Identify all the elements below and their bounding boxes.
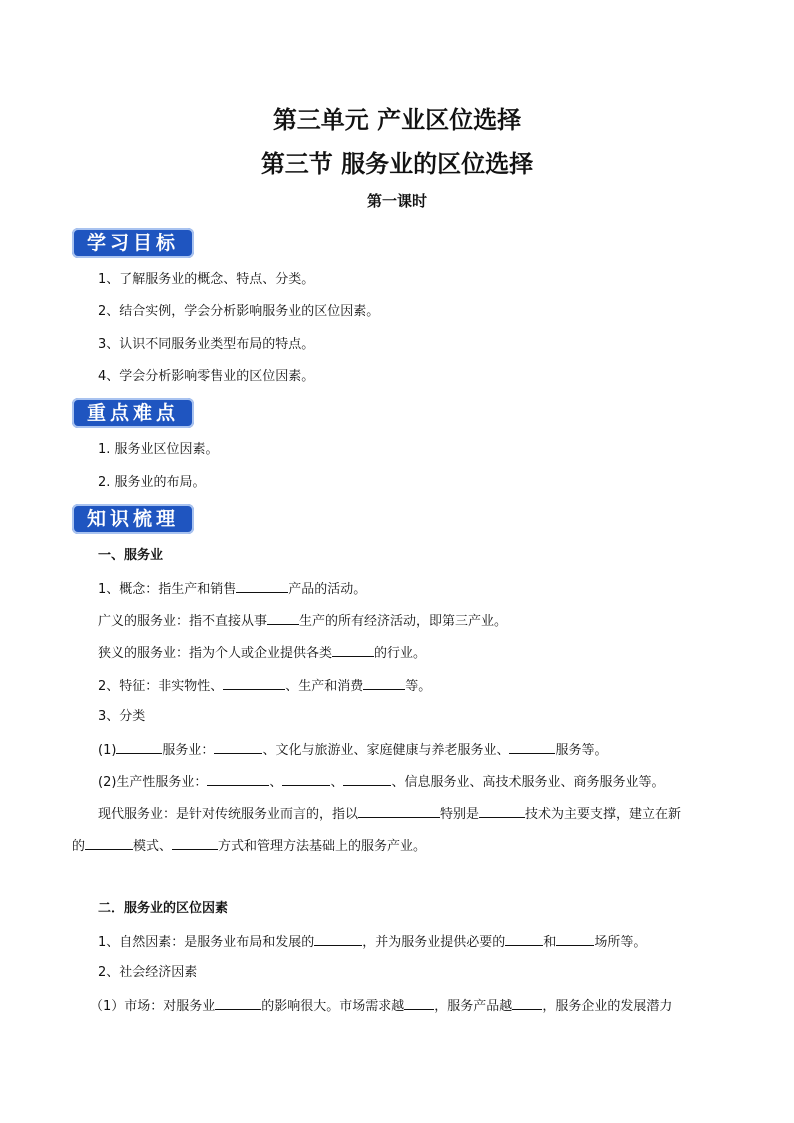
- narrow-line: 狭义的服务业：指为个人或企业提供各类 的行业。: [98, 643, 426, 663]
- unit-title: 第三单元 产业区位选择: [272, 105, 522, 134]
- fill-blank: [214, 740, 262, 754]
- knowledge-badge: 知识梳理: [72, 504, 194, 534]
- key-point-item: 1. 服务业区位因素。: [98, 442, 219, 457]
- section1-heading: 一、服务业: [98, 548, 164, 563]
- fill-blank: [363, 676, 405, 690]
- section2-heading: 二．服务业的区位因素: [98, 901, 229, 916]
- fill-blank: [512, 996, 542, 1010]
- objective-item: 3、认识不同服务业类型布局的特点。: [98, 337, 315, 352]
- natural-line: 1、自然因素：是服务业布局和发展的 ，并为服务业提供必要的 和 场所等。: [98, 932, 646, 952]
- fill-blank: [267, 611, 299, 625]
- features-line: 2、特征：非实物性、 、生产和消费 等。: [98, 676, 431, 696]
- section-title: 第三节 服务业的区位选择: [260, 149, 534, 178]
- social-line: 2、社会经济因素: [98, 965, 198, 980]
- consumer-line: (1) 服务业： 、文化与旅游业、家庭健康与养老服务业、 服务等。: [98, 740, 607, 760]
- fill-blank: [332, 643, 374, 657]
- fill-blank: [215, 996, 261, 1010]
- objective-item: 2、结合实例，学会分析影响服务业的区位因素。: [98, 304, 380, 319]
- key-point-item: 2. 服务业的布局。: [98, 475, 206, 490]
- fill-blank: [358, 804, 440, 818]
- fill-blank: [223, 676, 285, 690]
- fill-blank: [172, 836, 218, 850]
- objective-item: 1、了解服务业的概念、特点、分类。: [98, 272, 315, 287]
- concept-line: 1、概念：指生产和销售 产品的活动。: [98, 579, 366, 599]
- fill-blank: [207, 772, 269, 786]
- modern-line-2: 的 模式、 方式和管理方法基础上的服务产业。: [72, 836, 426, 856]
- fill-blank: [343, 772, 391, 786]
- fill-blank: [314, 932, 362, 946]
- modern-line-1: 现代服务业：是针对传统服务业而言的，指以 特别是 技术为主要支撑，建立在新: [98, 804, 681, 824]
- producer-line: (2)生产性服务业： 、 、 、信息服务业、高技术服务业、商务服务业等。: [98, 772, 664, 792]
- objective-item: 4、学会分析影响零售业的区位因素。: [98, 369, 315, 384]
- fill-blank: [509, 740, 555, 754]
- fill-blank: [404, 996, 434, 1010]
- fill-blank: [236, 579, 288, 593]
- fill-blank: [85, 836, 133, 850]
- fill-blank: [116, 740, 162, 754]
- broad-line: 广义的服务业：指不直接从事 生产的所有经济活动，即第三产业。: [98, 611, 507, 631]
- fill-blank: [479, 804, 525, 818]
- fill-blank: [556, 932, 594, 946]
- objectives-badge: 学习目标: [72, 228, 194, 258]
- fill-blank: [282, 772, 330, 786]
- classify-line: 3、分类: [98, 709, 146, 724]
- fill-blank: [505, 932, 543, 946]
- key-points-badge: 重点难点: [72, 398, 194, 428]
- period-title: 第一课时: [366, 192, 427, 210]
- market-line: （1）市场：对服务业 的影响很大。市场需求越 ，服务产品越 ，服务企业的发展潜力: [90, 996, 672, 1016]
